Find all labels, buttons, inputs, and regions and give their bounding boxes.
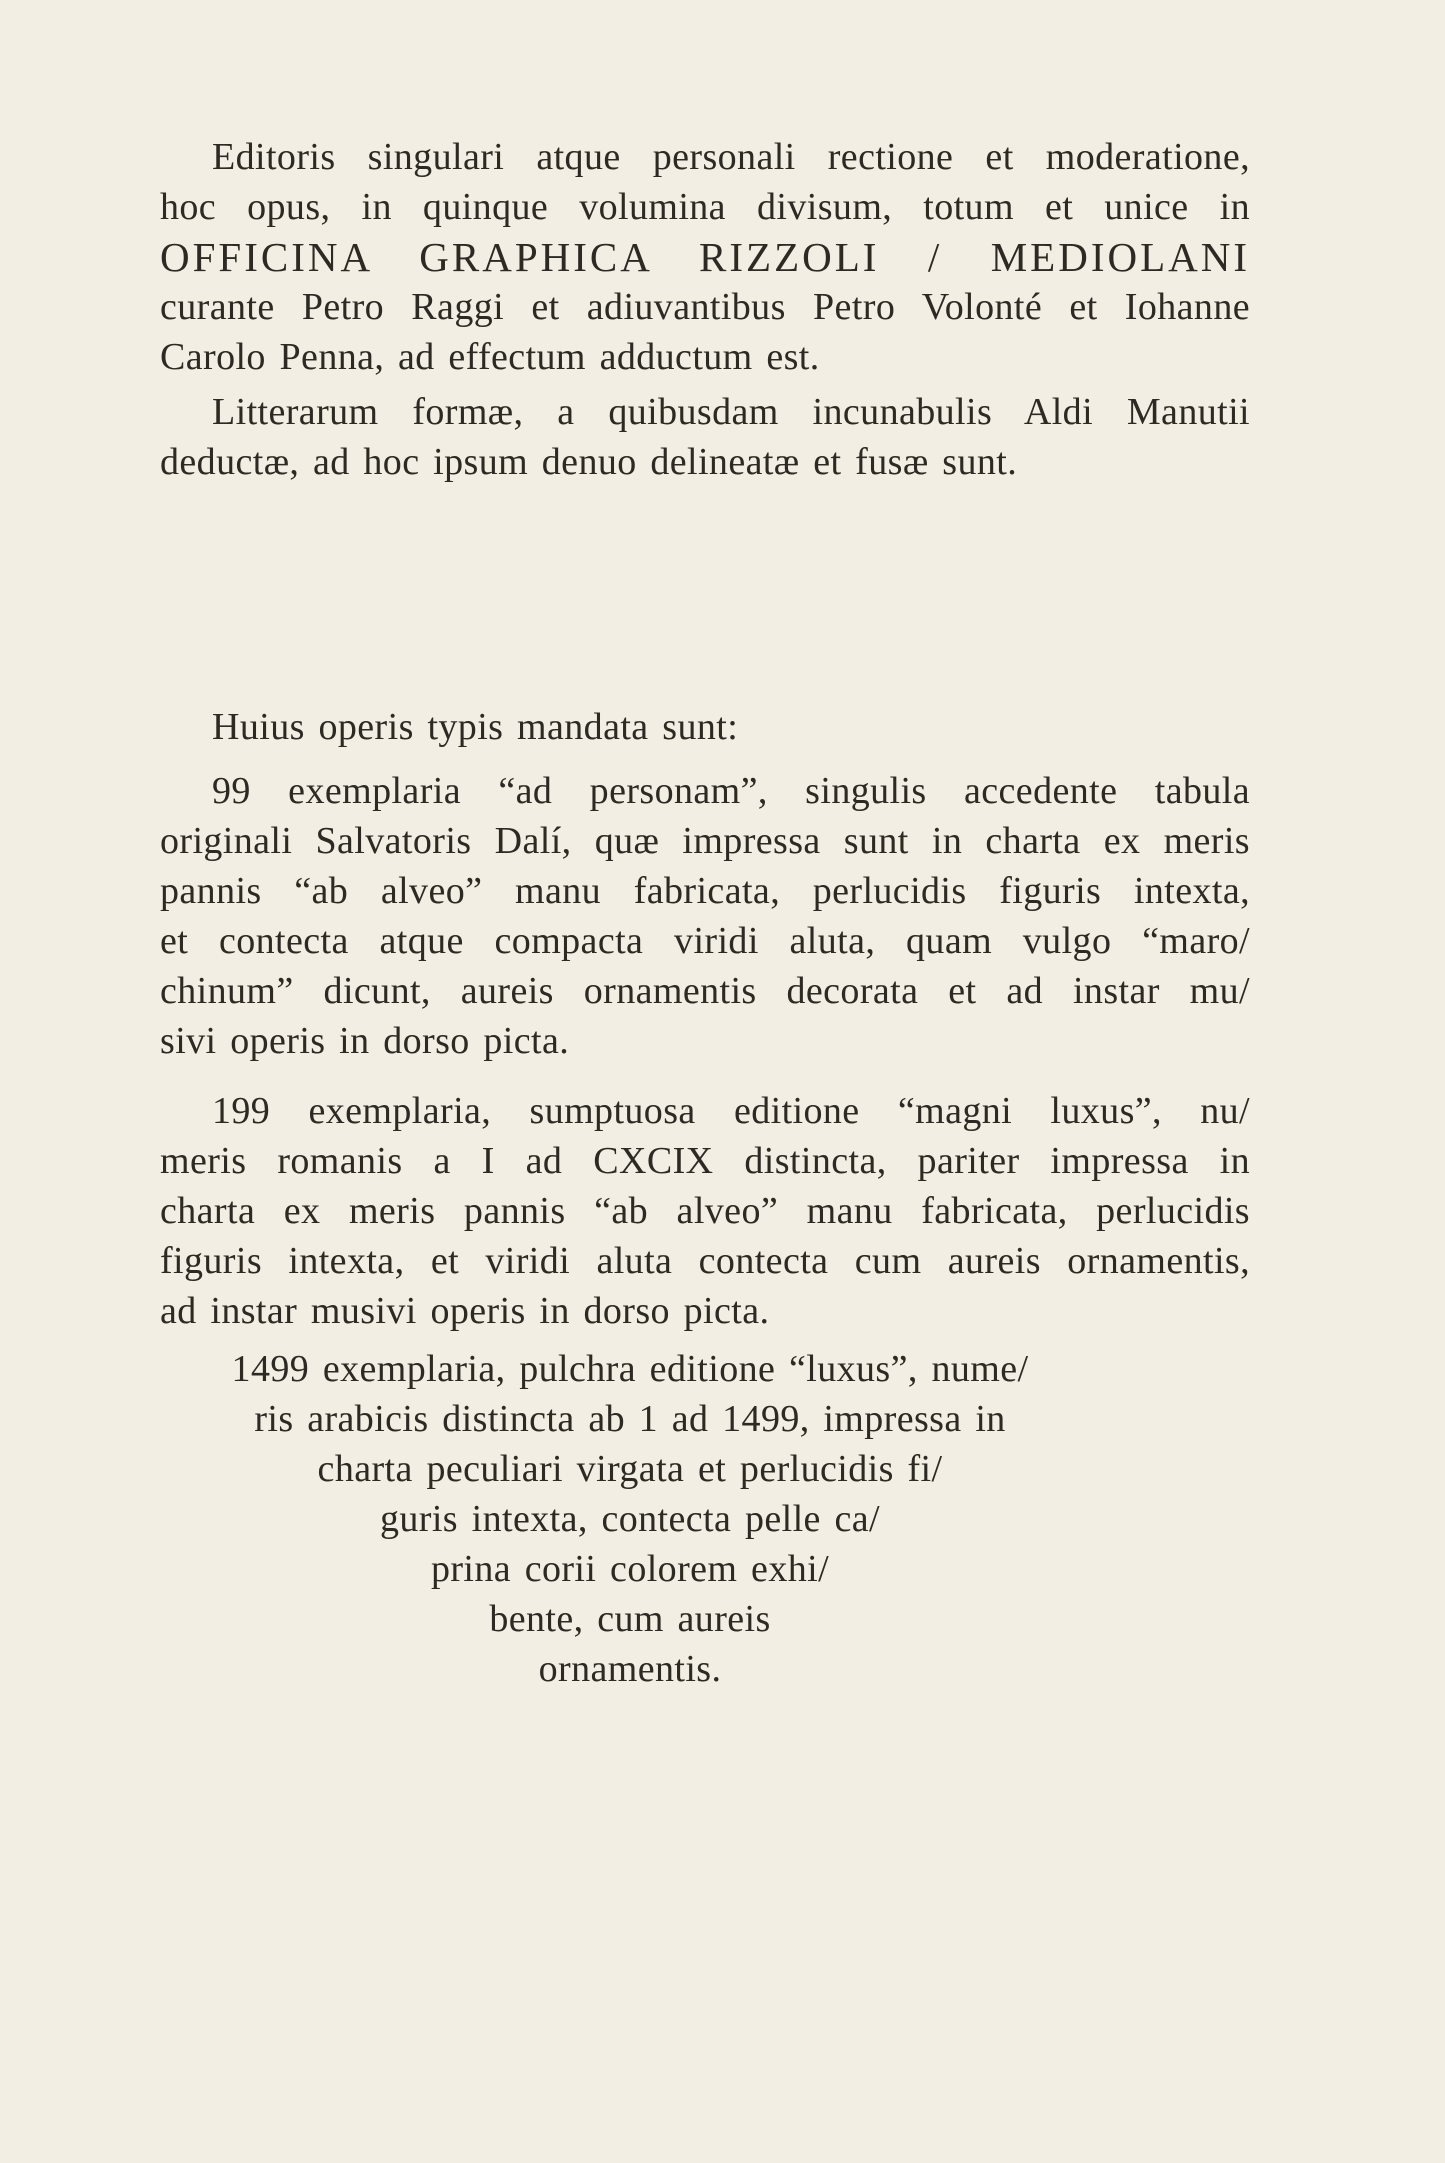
paragraph-1499-exemplaria	[160, 1344, 1100, 1694]
text-line: Editoris singulari atque personali rectione et moderatione,	[212, 136, 1250, 178]
text-line: curante Petro Raggi et adiuvantibus Petro Volonté et Iohanne	[160, 286, 1250, 328]
paragraph-99-exemplaria	[160, 766, 1250, 1066]
text-line: prina corii colorem exhi/	[430, 1548, 830, 1590]
text-line: charta ex meris pannis “ab alveo” manu fabricata, perlucidis	[160, 1190, 1250, 1232]
text-line: guris intexta, contecta pelle ca/	[379, 1498, 881, 1540]
text-line: hoc opus, in quinque volumina divisum, totum et unice in	[160, 186, 1250, 228]
text-line: chinum” dicunt, aureis ornamentis decorata et ad instar mu/	[160, 970, 1250, 1012]
text-line: 99 exemplaria “ad personam”, singulis accedente tabula	[212, 770, 1250, 812]
section-heading: Huius operis typis mandata sunt:	[212, 706, 739, 748]
text-line: ad instar musivi operis in dorso picta.	[160, 1290, 770, 1332]
text-line: OFFICINA GRAPHICA RIZZOLI / MEDIOLANI	[160, 234, 1250, 280]
text-line: charta peculiari virgata et perlucidis fi/	[317, 1448, 943, 1490]
text-line: deductæ, ad hoc ipsum denuo delineatæ et fusæ sunt.	[160, 441, 1018, 483]
text-line: Litterarum formæ, a quibusdam incunabulis Aldi Manutii	[212, 391, 1250, 433]
paragraph-editoris	[160, 132, 1250, 382]
text-line: bente, cum aureis	[489, 1598, 771, 1640]
text-line: pannis “ab alveo” manu fabricata, perlucidis figuris intexta,	[160, 870, 1250, 912]
text-line: ornamentis.	[538, 1648, 722, 1690]
text-line: figuris intexta, et viridi aluta contecta cum aureis ornamentis,	[160, 1240, 1250, 1282]
text-line: Carolo Penna, ad effectum adductum est.	[160, 336, 820, 378]
text-line: originali Salvatoris Dalí, quæ impressa sunt in charta ex meris	[160, 820, 1250, 862]
text-line: et contecta atque compacta viridi aluta, quam vulgo “maro/	[160, 920, 1250, 962]
text-line: ris arabicis distincta ab 1 ad 1499, impressa in	[254, 1398, 1006, 1440]
paragraph-199-exemplaria	[160, 1086, 1250, 1336]
text-line: 1499 exemplaria, pulchra editione “luxus”, nume/	[231, 1348, 1029, 1390]
text-line: 199 exemplaria, sumptuosa editione “magni luxus”, nu/	[212, 1090, 1250, 1132]
text-line: meris romanis a I ad CXCIX distincta, pariter impressa in	[160, 1140, 1250, 1182]
text-line: sivi operis in dorso picta.	[160, 1020, 570, 1062]
paragraph-litterarum	[160, 387, 1250, 487]
